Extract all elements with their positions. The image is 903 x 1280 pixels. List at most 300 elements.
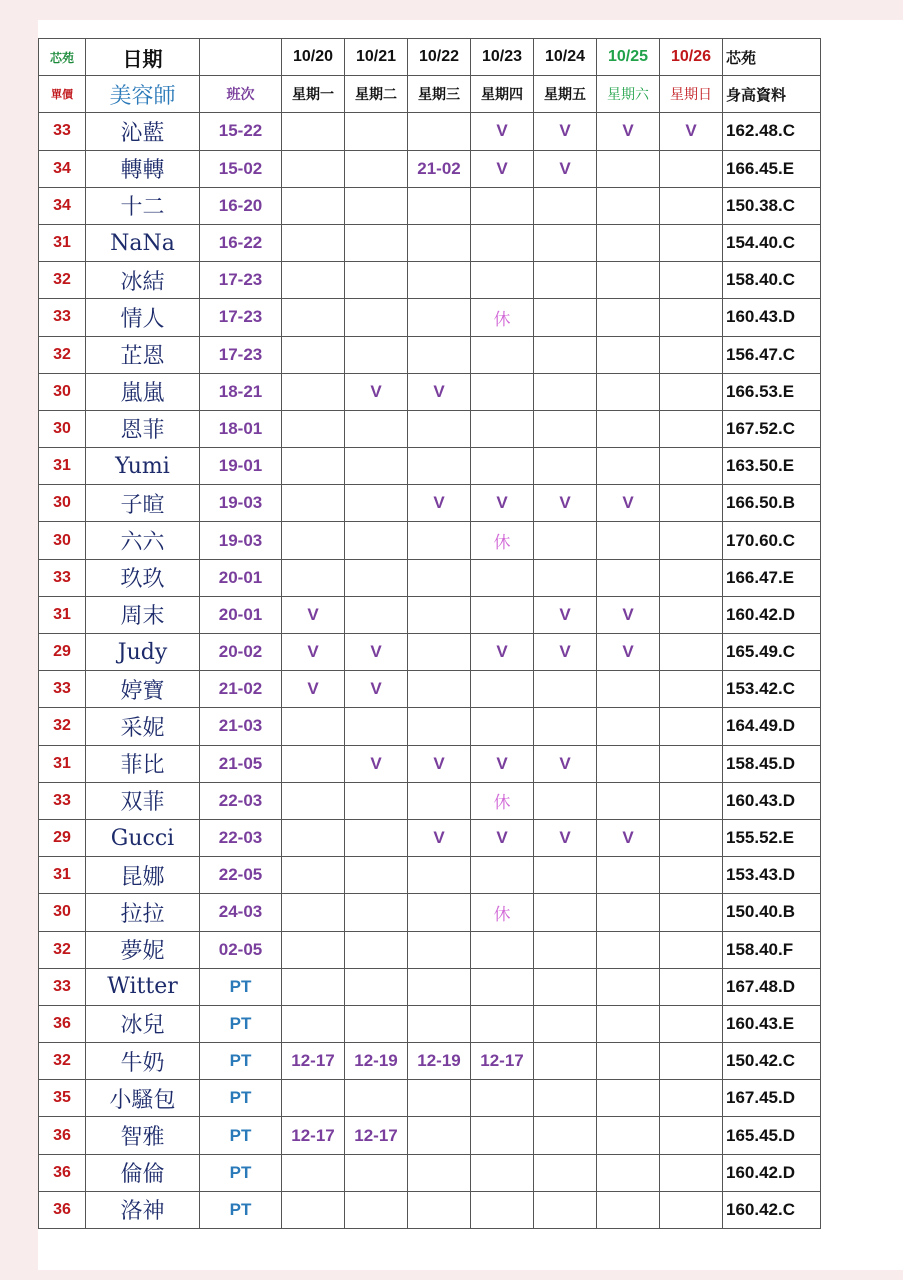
height-cell: 163.50.E xyxy=(723,448,821,485)
table-row xyxy=(39,485,821,522)
schedule-sheet xyxy=(38,20,903,1270)
shift-cell: 18-01 xyxy=(200,410,282,447)
day-cell xyxy=(282,857,345,894)
day-cell xyxy=(282,187,345,224)
day-cell xyxy=(660,1043,723,1080)
price-cell: 29 xyxy=(39,634,86,671)
day-cell xyxy=(660,373,723,410)
day-cell xyxy=(660,596,723,633)
price-cell: 31 xyxy=(39,857,86,894)
day-cell xyxy=(660,224,723,261)
day-cell xyxy=(471,1005,534,1042)
beautician-name: 采妮 xyxy=(86,708,200,745)
height-cell: 153.43.D xyxy=(723,857,821,894)
day-cell xyxy=(534,708,597,745)
height-cell: 167.52.C xyxy=(723,410,821,447)
day-cell xyxy=(345,1080,408,1117)
day-cell xyxy=(534,187,597,224)
date-header: 10/24 xyxy=(534,39,597,76)
beautician-name: 玖玖 xyxy=(86,559,200,596)
price-cell: 32 xyxy=(39,336,86,373)
beautician-name: 芷恩 xyxy=(86,336,200,373)
height-cell: 160.43.D xyxy=(723,782,821,819)
day-cell xyxy=(660,410,723,447)
day-cell xyxy=(345,1154,408,1191)
day-cell: V xyxy=(345,373,408,410)
day-cell xyxy=(471,968,534,1005)
day-cell xyxy=(282,150,345,187)
beautician-name: 婷寶 xyxy=(86,671,200,708)
price-cell: 33 xyxy=(39,968,86,1005)
table-row xyxy=(39,522,821,559)
price-cell: 32 xyxy=(39,262,86,299)
day-cell xyxy=(534,262,597,299)
table-row xyxy=(39,894,821,931)
height-cell: 156.47.C xyxy=(723,336,821,373)
day-cell xyxy=(282,1080,345,1117)
height-cell: 162.48.C xyxy=(723,113,821,150)
table-row xyxy=(39,336,821,373)
day-cell xyxy=(660,1117,723,1154)
table-row xyxy=(39,1043,821,1080)
day-cell: 休 xyxy=(471,522,534,559)
day-cell xyxy=(282,931,345,968)
day-cell xyxy=(282,782,345,819)
day-cell xyxy=(471,1080,534,1117)
shift-header: 班次 xyxy=(200,76,282,113)
day-cell xyxy=(345,299,408,336)
day-cell: V xyxy=(345,671,408,708)
day-cell xyxy=(534,559,597,596)
day-cell xyxy=(597,410,660,447)
table-row xyxy=(39,1154,821,1191)
table-row xyxy=(39,113,821,150)
day-cell xyxy=(534,448,597,485)
day-cell xyxy=(534,336,597,373)
day-cell xyxy=(534,224,597,261)
shift-cell: 21-05 xyxy=(200,745,282,782)
shift-cell: PT xyxy=(200,1043,282,1080)
price-header: 單價 xyxy=(39,76,86,113)
day-cell xyxy=(534,931,597,968)
beautician-name: Gucci xyxy=(86,819,200,856)
day-cell xyxy=(345,522,408,559)
day-cell xyxy=(345,857,408,894)
day-cell xyxy=(471,1117,534,1154)
price-cell: 36 xyxy=(39,1154,86,1191)
table-row xyxy=(39,1005,821,1042)
day-cell xyxy=(345,262,408,299)
table-row xyxy=(39,596,821,633)
table-row xyxy=(39,708,821,745)
day-cell xyxy=(345,1005,408,1042)
day-cell xyxy=(282,745,345,782)
day-cell xyxy=(660,336,723,373)
day-cell xyxy=(471,187,534,224)
day-cell xyxy=(534,410,597,447)
day-cell xyxy=(282,894,345,931)
schedule-table xyxy=(38,38,821,1229)
date-label: 日期 xyxy=(86,39,200,76)
day-cell xyxy=(408,1191,471,1228)
price-cell: 33 xyxy=(39,113,86,150)
day-cell xyxy=(660,634,723,671)
day-cell xyxy=(660,559,723,596)
height-cell: 158.40.C xyxy=(723,262,821,299)
price-cell: 34 xyxy=(39,187,86,224)
beautician-name: 周末 xyxy=(86,596,200,633)
day-cell xyxy=(597,1043,660,1080)
table-row xyxy=(39,150,821,187)
beautician-name: 六六 xyxy=(86,522,200,559)
price-cell: 36 xyxy=(39,1117,86,1154)
day-cell xyxy=(534,522,597,559)
day-cell xyxy=(597,299,660,336)
height-cell: 150.38.C xyxy=(723,187,821,224)
day-cell xyxy=(660,1154,723,1191)
beautician-name: 恩菲 xyxy=(86,410,200,447)
day-cell xyxy=(597,150,660,187)
day-cell xyxy=(597,782,660,819)
day-cell: 休 xyxy=(471,299,534,336)
table-row xyxy=(39,671,821,708)
day-cell xyxy=(408,931,471,968)
day-cell xyxy=(471,224,534,261)
day-cell: V xyxy=(534,819,597,856)
day-cell xyxy=(597,1191,660,1228)
table-row xyxy=(39,1117,821,1154)
day-cell xyxy=(534,1080,597,1117)
beautician-name: 拉拉 xyxy=(86,894,200,931)
day-cell xyxy=(408,187,471,224)
day-cell: V xyxy=(660,113,723,150)
height-cell: 153.42.C xyxy=(723,671,821,708)
shift-cell: PT xyxy=(200,968,282,1005)
beautician-name: Yumi xyxy=(86,448,200,485)
day-cell: V xyxy=(597,485,660,522)
day-cell xyxy=(471,1154,534,1191)
shift-cell: PT xyxy=(200,1005,282,1042)
day-cell xyxy=(408,1154,471,1191)
table-row xyxy=(39,931,821,968)
day-cell xyxy=(660,485,723,522)
beautician-name: 牛奶 xyxy=(86,1043,200,1080)
weekday-header-saturday: 星期六 xyxy=(597,76,660,113)
day-cell xyxy=(345,113,408,150)
day-cell xyxy=(345,596,408,633)
table-row xyxy=(39,819,821,856)
day-cell: V xyxy=(534,485,597,522)
day-cell xyxy=(282,262,345,299)
day-cell xyxy=(660,1005,723,1042)
day-cell xyxy=(282,299,345,336)
day-cell xyxy=(597,708,660,745)
day-cell xyxy=(660,1191,723,1228)
day-cell xyxy=(597,1005,660,1042)
shift-cell: 18-21 xyxy=(200,373,282,410)
day-cell: V xyxy=(471,634,534,671)
height-cell: 160.43.D xyxy=(723,299,821,336)
day-cell: V xyxy=(471,113,534,150)
day-cell xyxy=(471,336,534,373)
beautician-name: 嵐嵐 xyxy=(86,373,200,410)
day-cell xyxy=(597,1154,660,1191)
day-cell xyxy=(471,671,534,708)
height-cell: 166.47.E xyxy=(723,559,821,596)
day-cell xyxy=(660,1080,723,1117)
price-cell: 33 xyxy=(39,782,86,819)
beautician-name: 情人 xyxy=(86,299,200,336)
height-cell: 160.42.C xyxy=(723,1191,821,1228)
day-cell: 12-17 xyxy=(345,1117,408,1154)
day-cell xyxy=(660,522,723,559)
day-cell xyxy=(408,1080,471,1117)
price-cell: 30 xyxy=(39,522,86,559)
height-cell: 167.48.D xyxy=(723,968,821,1005)
day-cell xyxy=(534,1154,597,1191)
day-cell: V xyxy=(534,634,597,671)
height-cell: 154.40.C xyxy=(723,224,821,261)
day-cell xyxy=(471,1191,534,1228)
height-cell: 150.40.B xyxy=(723,894,821,931)
table-row xyxy=(39,745,821,782)
shift-cell: 21-02 xyxy=(200,671,282,708)
day-cell xyxy=(345,819,408,856)
day-cell xyxy=(345,150,408,187)
table-row xyxy=(39,187,821,224)
shift-cell: 17-23 xyxy=(200,262,282,299)
table-row xyxy=(39,224,821,261)
height-cell: 166.45.E xyxy=(723,150,821,187)
date-header-sunday: 10/26 xyxy=(660,39,723,76)
day-cell: V xyxy=(282,634,345,671)
day-cell xyxy=(282,410,345,447)
day-cell: 12-17 xyxy=(282,1043,345,1080)
day-cell xyxy=(408,299,471,336)
day-cell xyxy=(282,224,345,261)
day-cell: V xyxy=(471,485,534,522)
day-cell xyxy=(282,1005,345,1042)
day-cell: V xyxy=(408,819,471,856)
price-cell: 31 xyxy=(39,745,86,782)
day-cell: V xyxy=(471,150,534,187)
day-cell: V xyxy=(408,745,471,782)
day-cell: V xyxy=(597,596,660,633)
price-cell: 32 xyxy=(39,931,86,968)
shift-cell: 15-22 xyxy=(200,113,282,150)
day-cell xyxy=(408,410,471,447)
day-cell xyxy=(408,1117,471,1154)
height-cell: 155.52.E xyxy=(723,819,821,856)
day-cell xyxy=(408,671,471,708)
day-cell xyxy=(282,448,345,485)
day-cell xyxy=(471,596,534,633)
shift-cell: 21-03 xyxy=(200,708,282,745)
day-cell xyxy=(660,857,723,894)
date-header: 10/22 xyxy=(408,39,471,76)
table-row xyxy=(39,448,821,485)
day-cell xyxy=(408,634,471,671)
height-cell: 158.40.F xyxy=(723,931,821,968)
shift-cell: 22-03 xyxy=(200,819,282,856)
shift-cell: 22-05 xyxy=(200,857,282,894)
day-cell: 休 xyxy=(471,894,534,931)
price-cell: 36 xyxy=(39,1005,86,1042)
table-row xyxy=(39,968,821,1005)
day-cell xyxy=(597,968,660,1005)
beautician-name: 双菲 xyxy=(86,782,200,819)
shift-cell: 16-20 xyxy=(200,187,282,224)
day-cell xyxy=(345,782,408,819)
corner-top-label: 芯苑 xyxy=(39,39,86,76)
day-cell xyxy=(597,373,660,410)
day-cell xyxy=(408,262,471,299)
price-cell: 31 xyxy=(39,448,86,485)
day-cell xyxy=(345,1191,408,1228)
day-cell xyxy=(408,448,471,485)
date-header-saturday: 10/25 xyxy=(597,39,660,76)
beautician-name: 沁藍 xyxy=(86,113,200,150)
day-cell: 12-17 xyxy=(282,1117,345,1154)
day-cell xyxy=(534,299,597,336)
right-top-label: 芯苑 xyxy=(723,39,821,76)
day-cell xyxy=(471,448,534,485)
price-cell: 30 xyxy=(39,485,86,522)
beautician-header: 美容師 xyxy=(86,76,200,113)
shift-cell: PT xyxy=(200,1117,282,1154)
day-cell xyxy=(345,559,408,596)
day-cell xyxy=(660,187,723,224)
day-cell xyxy=(660,448,723,485)
table-row xyxy=(39,857,821,894)
day-cell xyxy=(471,262,534,299)
day-cell xyxy=(597,336,660,373)
day-cell xyxy=(597,187,660,224)
height-cell: 158.45.D xyxy=(723,745,821,782)
day-cell xyxy=(345,708,408,745)
price-cell: 33 xyxy=(39,299,86,336)
beautician-name: 菲比 xyxy=(86,745,200,782)
day-cell xyxy=(534,782,597,819)
weekday-header: 星期四 xyxy=(471,76,534,113)
day-cell: V xyxy=(597,819,660,856)
day-cell: 休 xyxy=(471,782,534,819)
day-cell: V xyxy=(345,745,408,782)
day-cell xyxy=(597,224,660,261)
day-cell xyxy=(660,262,723,299)
day-cell: V xyxy=(282,671,345,708)
day-cell xyxy=(408,336,471,373)
height-cell: 150.42.C xyxy=(723,1043,821,1080)
day-cell xyxy=(345,894,408,931)
shift-cell: 19-01 xyxy=(200,448,282,485)
day-cell xyxy=(282,522,345,559)
day-cell xyxy=(660,819,723,856)
price-cell: 31 xyxy=(39,224,86,261)
height-cell: 165.45.D xyxy=(723,1117,821,1154)
day-cell xyxy=(282,1154,345,1191)
day-cell xyxy=(408,224,471,261)
price-cell: 36 xyxy=(39,1191,86,1228)
day-cell xyxy=(408,782,471,819)
weekday-header: 星期一 xyxy=(282,76,345,113)
day-cell xyxy=(282,708,345,745)
day-cell: V xyxy=(597,113,660,150)
shift-cell: 15-02 xyxy=(200,150,282,187)
beautician-name: 冰結 xyxy=(86,262,200,299)
weekday-header: 星期三 xyxy=(408,76,471,113)
table-row xyxy=(39,262,821,299)
day-cell xyxy=(345,410,408,447)
day-cell xyxy=(471,559,534,596)
day-cell xyxy=(660,671,723,708)
shift-cell: 20-02 xyxy=(200,634,282,671)
day-cell xyxy=(408,1005,471,1042)
day-cell xyxy=(345,448,408,485)
day-cell xyxy=(471,857,534,894)
day-cell xyxy=(597,894,660,931)
day-cell xyxy=(345,931,408,968)
day-cell xyxy=(597,931,660,968)
day-cell xyxy=(660,931,723,968)
price-cell: 32 xyxy=(39,1043,86,1080)
day-cell: V xyxy=(282,596,345,633)
price-cell: 30 xyxy=(39,373,86,410)
height-cell: 165.49.C xyxy=(723,634,821,671)
price-cell: 33 xyxy=(39,559,86,596)
day-cell: 12-19 xyxy=(408,1043,471,1080)
day-cell: V xyxy=(345,634,408,671)
day-cell: V xyxy=(534,596,597,633)
day-cell xyxy=(408,559,471,596)
day-cell xyxy=(345,485,408,522)
height-cell: 160.43.E xyxy=(723,1005,821,1042)
day-cell xyxy=(408,857,471,894)
shift-cell: 16-22 xyxy=(200,224,282,261)
day-cell: 12-19 xyxy=(345,1043,408,1080)
shift-cell: PT xyxy=(200,1154,282,1191)
day-cell xyxy=(282,559,345,596)
day-cell xyxy=(534,1005,597,1042)
date-header: 10/21 xyxy=(345,39,408,76)
shift-cell: 24-03 xyxy=(200,894,282,931)
beautician-name: 子暄 xyxy=(86,485,200,522)
day-cell xyxy=(597,671,660,708)
header-row-dates xyxy=(39,39,821,76)
height-cell: 166.53.E xyxy=(723,373,821,410)
weekday-header: 星期五 xyxy=(534,76,597,113)
day-cell xyxy=(408,894,471,931)
weekday-header: 星期二 xyxy=(345,76,408,113)
day-cell xyxy=(282,819,345,856)
day-cell xyxy=(534,968,597,1005)
day-cell xyxy=(345,224,408,261)
shift-cell: 19-03 xyxy=(200,485,282,522)
day-cell xyxy=(408,113,471,150)
day-cell xyxy=(660,745,723,782)
day-cell xyxy=(597,559,660,596)
day-cell xyxy=(660,299,723,336)
day-cell xyxy=(660,968,723,1005)
day-cell: V xyxy=(534,113,597,150)
day-cell xyxy=(660,150,723,187)
beautician-name: 夢妮 xyxy=(86,931,200,968)
day-cell xyxy=(597,448,660,485)
day-cell xyxy=(597,262,660,299)
beautician-name: 昆娜 xyxy=(86,857,200,894)
height-cell: 167.45.D xyxy=(723,1080,821,1117)
table-row xyxy=(39,299,821,336)
